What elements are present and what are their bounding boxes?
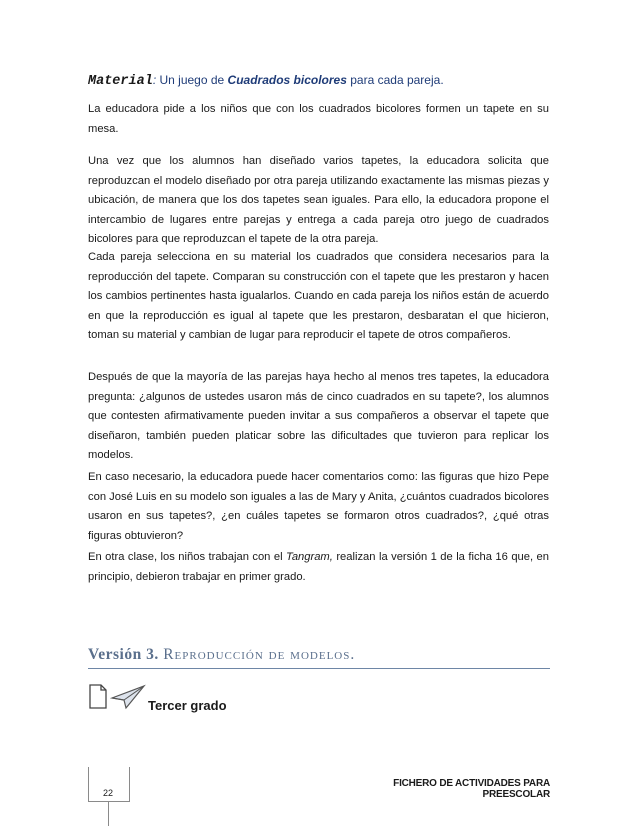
material-text-post: para cada pareja.: [346, 73, 444, 87]
paragraph-2: Una vez que los alumnos han diseñado varios tapetes, la educadora solicita que reproduzcan el modelo diseñado por otra pareja utilizando exactamente las mismas piezas y ubicación, de manera que los dos tapetes sean iguales. Para ello, la educadora propone el intercambio de lugares entre parejas y entrega a cada pareja otro juego de cuadrados bicolores para que reproduzcan el tapete de la otra pareja.: [88, 155, 549, 246]
paragraph-6-post: realizan la versión 1 de la ficha 16 que, en principio, debieron trabajar en primer grado.: [88, 551, 549, 583]
paragraph-6-pre: En otra clase, los niños trabajan con el: [88, 551, 287, 563]
tangram-term: Tangram,: [286, 551, 333, 563]
footer-title: FICHERO DE ACTIVIDADES PARA PREESCOLAR: [393, 778, 550, 800]
page-number: 22: [102, 788, 113, 798]
document-icon: [88, 684, 108, 715]
material-label: Material: [88, 74, 153, 89]
material-line: [88, 71, 548, 91]
paragraph-5: En caso necesario, la educadora puede hacer comentarios como: las figuras que hizo Pepe con José Luis en su modelo son iguales a las de Mary y Anita, ¿cuántos cuadrados bicolores usaron en sus tapetes?, ¿en cuáles tapetes se formaron otros cuadrados?, ¿qué otras figuras obtuvieron?: [88, 471, 549, 542]
section-heading: [88, 646, 550, 669]
paragraph-3: Cada pareja selecciona en su material los cuadrados que considera necesarios para la reproducción del tapete. Comparan su construcción con el tapete que les prestaron y hacen los cambios pertinentes hasta igualarlos. Cuando en cada pareja los niños están de acuerdo en que la reproducción es igual al tapete que les prestaron, desbaratan el que hicieron, toman su material y cambian de lugar para reproducir el tapete de otros compañeros.: [88, 251, 549, 342]
grade-label: Tercer grado: [148, 698, 227, 713]
paper-plane-icon: [110, 684, 146, 715]
section-title: Reproducción de modelos.: [163, 646, 356, 663]
paragraph-1: La educadora pide a los niños que con los cuadrados bicolores formen un tapete en su mesa.: [88, 103, 549, 135]
section-number: Versión 3.: [88, 646, 159, 663]
material-text-pre: Un juego de: [156, 73, 228, 87]
grade-row: [88, 684, 388, 720]
material-emphasis: Cuadrados bicolores: [227, 73, 347, 87]
material-colon: :: [152, 73, 157, 87]
footer-divider: [108, 801, 109, 826]
paragraph-4: Después de que la mayoría de las parejas haya hecho al menos tres tapetes, la educadora pregunta: ¿algunos de ustedes usaron más de cinco cuadrados en su tapete?, los alumnos que contesten afirmativamente pueden invitar a sus compañeros a observar el tapete que diseñaron, también pueden platicar sobre las dificultades que tuvieron para replicar los modelos.: [88, 371, 549, 462]
paragraph-6: [88, 548, 549, 587]
